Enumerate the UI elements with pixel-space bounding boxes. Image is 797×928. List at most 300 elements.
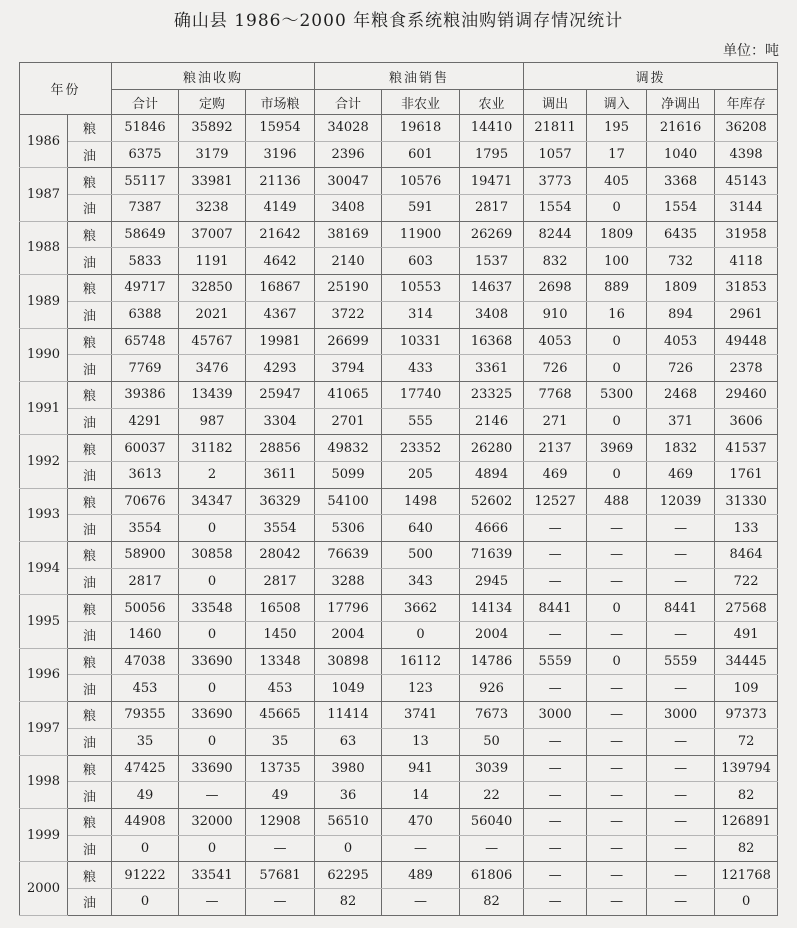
- table-cell: 49448: [715, 328, 778, 355]
- column-header: 合计: [315, 90, 382, 115]
- table-cell: 7673: [460, 702, 524, 729]
- table-cell: 2378: [715, 355, 778, 382]
- table-cell: 36208: [715, 115, 778, 142]
- year-header: 年份: [20, 63, 112, 115]
- table-cell: —: [587, 728, 647, 755]
- grain-label: 粮: [68, 168, 112, 195]
- table-cell: 31853: [715, 275, 778, 302]
- table-cell: 15954: [246, 115, 315, 142]
- table-cell: 3611: [246, 461, 315, 488]
- table-cell: 31182: [179, 435, 246, 462]
- table-cell: 19471: [460, 168, 524, 195]
- table-cell: 10553: [382, 275, 460, 302]
- table-cell: 726: [524, 355, 587, 382]
- table-cell: 6388: [112, 301, 179, 328]
- grain-label: 粮: [68, 488, 112, 515]
- table-cell: 894: [647, 301, 715, 328]
- table-cell: 31330: [715, 488, 778, 515]
- table-cell: 62295: [315, 862, 382, 889]
- table-cell: 41065: [315, 381, 382, 408]
- table-cell: 2817: [112, 568, 179, 595]
- table-cell: —: [587, 888, 647, 915]
- grain-label: 粮: [68, 595, 112, 622]
- table-cell: 13348: [246, 648, 315, 675]
- table-cell: —: [524, 542, 587, 569]
- table-cell: 0: [587, 355, 647, 382]
- table-cell: —: [524, 835, 587, 862]
- table-cell: 3554: [112, 515, 179, 542]
- table-cell: 926: [460, 675, 524, 702]
- table-cell: 3606: [715, 408, 778, 435]
- table-cell: 453: [246, 675, 315, 702]
- table-row: [20, 728, 778, 755]
- table-cell: 1809: [647, 275, 715, 302]
- table-row: [20, 515, 778, 542]
- table-row: [20, 408, 778, 435]
- table-cell: 601: [382, 141, 460, 168]
- table-cell: 1191: [179, 248, 246, 275]
- table-cell: 3408: [315, 195, 382, 222]
- oil-label: 油: [68, 355, 112, 382]
- table-cell: 4367: [246, 301, 315, 328]
- table-cell: 26280: [460, 435, 524, 462]
- table-cell: —: [524, 782, 587, 809]
- table-cell: 500: [382, 542, 460, 569]
- table-cell: 50056: [112, 595, 179, 622]
- table-cell: 11900: [382, 221, 460, 248]
- table-cell: 33690: [179, 702, 246, 729]
- table-row: [20, 115, 778, 142]
- table-cell: 16368: [460, 328, 524, 355]
- table-cell: 4398: [715, 141, 778, 168]
- table-cell: 23325: [460, 381, 524, 408]
- table-cell: 2137: [524, 435, 587, 462]
- table-row: [20, 622, 778, 649]
- table-cell: 3238: [179, 195, 246, 222]
- table-cell: 36: [315, 782, 382, 809]
- table-cell: 2961: [715, 301, 778, 328]
- grain-label: 粮: [68, 221, 112, 248]
- table-cell: 13: [382, 728, 460, 755]
- table-cell: 3368: [647, 168, 715, 195]
- table-cell: 4894: [460, 461, 524, 488]
- table-cell: 13735: [246, 755, 315, 782]
- grain-label: 粮: [68, 542, 112, 569]
- table-cell: 722: [715, 568, 778, 595]
- table-cell: 8244: [524, 221, 587, 248]
- table-cell: 0: [112, 888, 179, 915]
- table-cell: 3722: [315, 301, 382, 328]
- year-cell: 1987: [20, 168, 68, 221]
- table-cell: —: [647, 515, 715, 542]
- table-cell: 0: [179, 675, 246, 702]
- table-cell: —: [524, 728, 587, 755]
- table-cell: 3039: [460, 755, 524, 782]
- oil-label: 油: [68, 675, 112, 702]
- table-cell: 3000: [647, 702, 715, 729]
- table-cell: 2945: [460, 568, 524, 595]
- table-cell: 2817: [460, 195, 524, 222]
- table-cell: 29460: [715, 381, 778, 408]
- table-cell: 469: [524, 461, 587, 488]
- table-cell: 987: [179, 408, 246, 435]
- table-cell: —: [647, 728, 715, 755]
- table-cell: 205: [382, 461, 460, 488]
- oil-label: 油: [68, 728, 112, 755]
- table-cell: 126891: [715, 808, 778, 835]
- table-cell: 49832: [315, 435, 382, 462]
- table-cell: 3196: [246, 141, 315, 168]
- table-row: [20, 141, 778, 168]
- table-cell: 491: [715, 622, 778, 649]
- table-cell: 32850: [179, 275, 246, 302]
- statistics-table: [19, 62, 778, 916]
- table-cell: 2021: [179, 301, 246, 328]
- table-cell: 469: [647, 461, 715, 488]
- table-row: [20, 888, 778, 915]
- table-cell: 1795: [460, 141, 524, 168]
- table-cell: —: [587, 755, 647, 782]
- table-cell: 30858: [179, 542, 246, 569]
- table-cell: 21616: [647, 115, 715, 142]
- table-row: [20, 381, 778, 408]
- table-cell: 25947: [246, 381, 315, 408]
- table-cell: 21811: [524, 115, 587, 142]
- table-cell: 14786: [460, 648, 524, 675]
- oil-label: 油: [68, 141, 112, 168]
- table-cell: 97373: [715, 702, 778, 729]
- table-cell: 1761: [715, 461, 778, 488]
- table-cell: 10576: [382, 168, 460, 195]
- year-cell: 1999: [20, 808, 68, 861]
- table-cell: 0: [382, 622, 460, 649]
- table-cell: 5306: [315, 515, 382, 542]
- year-cell: 2000: [20, 862, 68, 915]
- table-cell: 22: [460, 782, 524, 809]
- table-cell: 0: [315, 835, 382, 862]
- table-cell: 82: [460, 888, 524, 915]
- grain-label: 粮: [68, 862, 112, 889]
- table-cell: 470: [382, 808, 460, 835]
- table-cell: 49717: [112, 275, 179, 302]
- table-cell: —: [524, 755, 587, 782]
- table-cell: 21136: [246, 168, 315, 195]
- table-cell: —: [524, 622, 587, 649]
- table-cell: 38169: [315, 221, 382, 248]
- table-cell: 57681: [246, 862, 315, 889]
- table-cell: —: [647, 542, 715, 569]
- table-cell: —: [524, 675, 587, 702]
- column-header: 合计: [112, 90, 179, 115]
- table-cell: —: [647, 808, 715, 835]
- table-cell: —: [382, 888, 460, 915]
- table-cell: —: [524, 515, 587, 542]
- column-header: 调出: [524, 90, 587, 115]
- unit-label: 单位：吨: [723, 43, 779, 59]
- table-cell: 488: [587, 488, 647, 515]
- oil-label: 油: [68, 195, 112, 222]
- table-row: [20, 702, 778, 729]
- table-cell: 100: [587, 248, 647, 275]
- table-cell: 8464: [715, 542, 778, 569]
- table-row: [20, 648, 778, 675]
- table-cell: 0: [587, 408, 647, 435]
- table-cell: 832: [524, 248, 587, 275]
- table-cell: 17796: [315, 595, 382, 622]
- table-cell: 3773: [524, 168, 587, 195]
- column-header: 定购: [179, 90, 246, 115]
- table-cell: —: [179, 782, 246, 809]
- table-cell: 70676: [112, 488, 179, 515]
- table-cell: 14: [382, 782, 460, 809]
- table-cell: 591: [382, 195, 460, 222]
- table-cell: 13439: [179, 381, 246, 408]
- table-cell: 5300: [587, 381, 647, 408]
- grain-label: 粮: [68, 328, 112, 355]
- table-cell: —: [647, 755, 715, 782]
- table-cell: 16112: [382, 648, 460, 675]
- table-cell: 4053: [524, 328, 587, 355]
- table-cell: 2146: [460, 408, 524, 435]
- table-cell: 2817: [246, 568, 315, 595]
- grain-label: 粮: [68, 755, 112, 782]
- table-cell: 35: [246, 728, 315, 755]
- table-cell: 0: [587, 595, 647, 622]
- table-cell: 63: [315, 728, 382, 755]
- table-cell: 271: [524, 408, 587, 435]
- table-body: [20, 115, 778, 916]
- table-cell: 82: [315, 888, 382, 915]
- table-row: [20, 461, 778, 488]
- table-cell: —: [587, 702, 647, 729]
- table-cell: 33548: [179, 595, 246, 622]
- table-cell: —: [587, 835, 647, 862]
- table-cell: —: [647, 835, 715, 862]
- table-cell: 11414: [315, 702, 382, 729]
- table-cell: 35892: [179, 115, 246, 142]
- table-cell: 60037: [112, 435, 179, 462]
- table-cell: —: [647, 568, 715, 595]
- oil-label: 油: [68, 301, 112, 328]
- table-cell: 4118: [715, 248, 778, 275]
- table-row: [20, 782, 778, 809]
- table-row: [20, 808, 778, 835]
- table-cell: 2: [179, 461, 246, 488]
- table-cell: 314: [382, 301, 460, 328]
- table-cell: 45143: [715, 168, 778, 195]
- table-cell: 1554: [647, 195, 715, 222]
- table-cell: 5099: [315, 461, 382, 488]
- table-row: [20, 488, 778, 515]
- table-cell: 3662: [382, 595, 460, 622]
- table-cell: 0: [179, 568, 246, 595]
- table-row: [20, 301, 778, 328]
- table-cell: 32000: [179, 808, 246, 835]
- table-cell: 14637: [460, 275, 524, 302]
- table-cell: 1537: [460, 248, 524, 275]
- table-cell: 41537: [715, 435, 778, 462]
- table-row: [20, 275, 778, 302]
- table-cell: 2004: [315, 622, 382, 649]
- table-cell: 4293: [246, 355, 315, 382]
- table-row: [20, 221, 778, 248]
- table-cell: 33981: [179, 168, 246, 195]
- table-cell: 12039: [647, 488, 715, 515]
- table-cell: 16: [587, 301, 647, 328]
- table-cell: 21642: [246, 221, 315, 248]
- table-cell: 72: [715, 728, 778, 755]
- table-cell: 453: [112, 675, 179, 702]
- table-cell: —: [246, 835, 315, 862]
- table-cell: 4149: [246, 195, 315, 222]
- table-row: [20, 435, 778, 462]
- year-cell: 1990: [20, 328, 68, 381]
- table-cell: 79355: [112, 702, 179, 729]
- table-cell: —: [587, 622, 647, 649]
- table-cell: 1832: [647, 435, 715, 462]
- grain-label: 粮: [68, 275, 112, 302]
- table-cell: 3304: [246, 408, 315, 435]
- table-row: [20, 168, 778, 195]
- year-cell: 1993: [20, 488, 68, 541]
- table-cell: —: [647, 888, 715, 915]
- table-cell: 16508: [246, 595, 315, 622]
- table-cell: 4291: [112, 408, 179, 435]
- table-cell: 44908: [112, 808, 179, 835]
- table-cell: 31958: [715, 221, 778, 248]
- table-cell: —: [524, 862, 587, 889]
- oil-label: 油: [68, 835, 112, 862]
- table-cell: 16867: [246, 275, 315, 302]
- year-cell: 1996: [20, 648, 68, 701]
- table-cell: 0: [179, 622, 246, 649]
- table-cell: 28042: [246, 542, 315, 569]
- year-cell: 1992: [20, 435, 68, 488]
- table-cell: —: [647, 862, 715, 889]
- oil-label: 油: [68, 248, 112, 275]
- column-header: 农业: [460, 90, 524, 115]
- year-cell: 1998: [20, 755, 68, 808]
- table-row: [20, 248, 778, 275]
- table-cell: 3000: [524, 702, 587, 729]
- table-cell: 3980: [315, 755, 382, 782]
- table-cell: 1450: [246, 622, 315, 649]
- table-cell: 49: [112, 782, 179, 809]
- table-cell: —: [587, 862, 647, 889]
- table-cell: 55117: [112, 168, 179, 195]
- table-cell: 3144: [715, 195, 778, 222]
- table-cell: 555: [382, 408, 460, 435]
- table-cell: 0: [587, 195, 647, 222]
- table-cell: 123: [382, 675, 460, 702]
- table-cell: 4642: [246, 248, 315, 275]
- table-cell: 0: [112, 835, 179, 862]
- oil-label: 油: [68, 622, 112, 649]
- table-cell: 45767: [179, 328, 246, 355]
- table-cell: 1460: [112, 622, 179, 649]
- table-cell: 30898: [315, 648, 382, 675]
- year-cell: 1995: [20, 595, 68, 648]
- table-cell: 0: [587, 648, 647, 675]
- table-cell: 56040: [460, 808, 524, 835]
- table-cell: 30047: [315, 168, 382, 195]
- table-cell: 6375: [112, 141, 179, 168]
- table-cell: —: [587, 808, 647, 835]
- table-cell: 58649: [112, 221, 179, 248]
- table-cell: 26269: [460, 221, 524, 248]
- table-cell: 26699: [315, 328, 382, 355]
- column-header: 净调出: [647, 90, 715, 115]
- table-cell: 109: [715, 675, 778, 702]
- table-cell: 58900: [112, 542, 179, 569]
- table-cell: —: [587, 568, 647, 595]
- table-cell: —: [647, 782, 715, 809]
- table-cell: 65748: [112, 328, 179, 355]
- oil-label: 油: [68, 568, 112, 595]
- table-cell: 1040: [647, 141, 715, 168]
- table-cell: 910: [524, 301, 587, 328]
- table-row: [20, 568, 778, 595]
- table-cell: 3613: [112, 461, 179, 488]
- table-row: [20, 835, 778, 862]
- table-cell: —: [587, 675, 647, 702]
- table-row: [20, 542, 778, 569]
- table-cell: 405: [587, 168, 647, 195]
- table-cell: 47038: [112, 648, 179, 675]
- table-cell: 14134: [460, 595, 524, 622]
- grain-label: 粮: [68, 381, 112, 408]
- table-cell: 12908: [246, 808, 315, 835]
- table-cell: —: [524, 888, 587, 915]
- table-cell: 433: [382, 355, 460, 382]
- table-cell: 8441: [647, 595, 715, 622]
- table-cell: 3969: [587, 435, 647, 462]
- year-cell: 1989: [20, 275, 68, 328]
- table-cell: —: [382, 835, 460, 862]
- table-cell: 603: [382, 248, 460, 275]
- table-cell: 1057: [524, 141, 587, 168]
- group-header-sales: 粮油销售: [315, 63, 524, 90]
- table-cell: 35: [112, 728, 179, 755]
- table-cell: 5833: [112, 248, 179, 275]
- table-cell: —: [587, 782, 647, 809]
- table-cell: 82: [715, 835, 778, 862]
- year-cell: 1986: [20, 115, 68, 168]
- grain-label: 粮: [68, 435, 112, 462]
- table-cell: —: [246, 888, 315, 915]
- table-cell: 17: [587, 141, 647, 168]
- table-cell: 39386: [112, 381, 179, 408]
- table-cell: 4053: [647, 328, 715, 355]
- page-title: 确山县 1986～2000 年粮食系统粮油购销调存情况统计: [173, 11, 624, 31]
- table-cell: 640: [382, 515, 460, 542]
- table-cell: 1809: [587, 221, 647, 248]
- table-cell: 56510: [315, 808, 382, 835]
- table-cell: 195: [587, 115, 647, 142]
- table-cell: 50: [460, 728, 524, 755]
- table-cell: 889: [587, 275, 647, 302]
- oil-label: 油: [68, 888, 112, 915]
- table-cell: 8441: [524, 595, 587, 622]
- table-cell: 71639: [460, 542, 524, 569]
- column-header: 非农业: [382, 90, 460, 115]
- table-cell: 33541: [179, 862, 246, 889]
- year-cell: 1991: [20, 381, 68, 434]
- table-cell: 7387: [112, 195, 179, 222]
- table-cell: 25190: [315, 275, 382, 302]
- table-row: [20, 355, 778, 382]
- table-cell: 4666: [460, 515, 524, 542]
